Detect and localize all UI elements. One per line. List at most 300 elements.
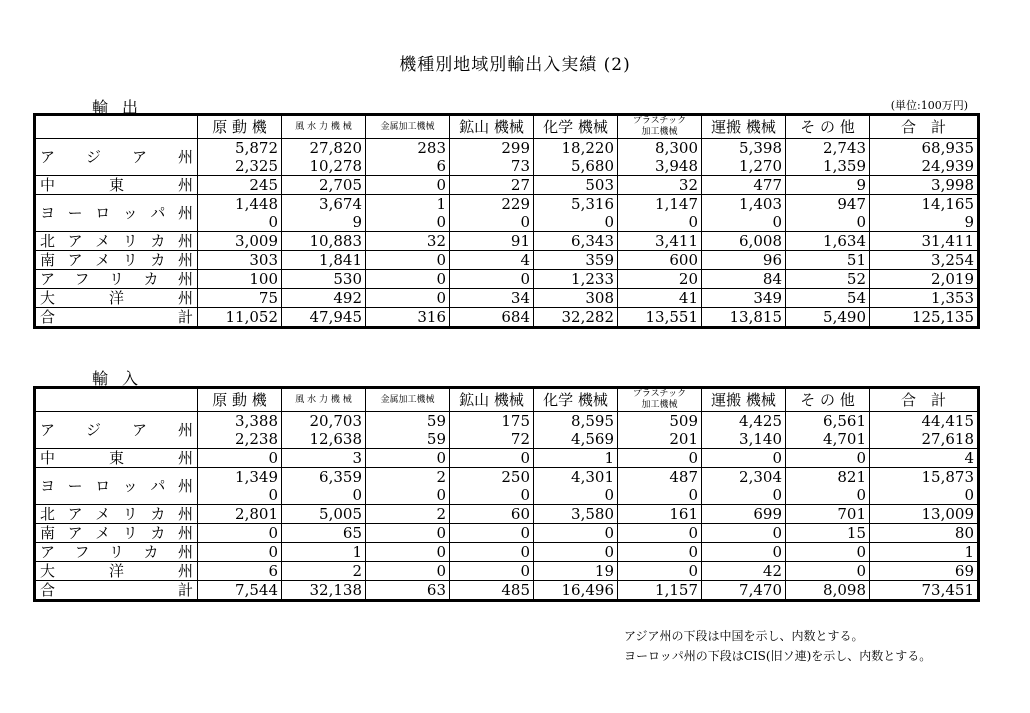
- value-lower: 0: [520, 213, 530, 231]
- value-lower: 0: [604, 486, 614, 504]
- value-lower: 3,948: [655, 157, 698, 175]
- value-cell: 13,009: [870, 505, 979, 524]
- value-cell: 96: [702, 251, 786, 270]
- region-label-char: カ: [143, 270, 159, 288]
- value-cell: [198, 139, 282, 176]
- region-label: [35, 524, 198, 543]
- value-cell: 1,841: [282, 251, 366, 270]
- region-label-char: ア: [67, 505, 83, 523]
- value-lower: 0: [772, 486, 782, 504]
- value-cell: 6,343: [534, 232, 618, 251]
- region-label-char: ー: [67, 204, 83, 222]
- value-lower: 0: [964, 486, 974, 504]
- value-lower: 72: [510, 430, 530, 448]
- region-label-char: ッ: [122, 477, 138, 495]
- region-label-char: メ: [95, 505, 111, 523]
- value-lower: 0: [688, 213, 698, 231]
- region-label-char: 州: [177, 270, 193, 288]
- region-row-africa: [35, 543, 979, 562]
- value-upper: 5,398: [739, 139, 782, 157]
- region-label: [35, 195, 198, 232]
- value-cell: 4: [450, 251, 534, 270]
- value-cell: 32,282: [534, 308, 618, 328]
- value-cell: 0: [366, 289, 450, 308]
- value-upper: 3,674: [319, 195, 362, 213]
- region-label-char: 州: [177, 148, 193, 166]
- value-cell: 5,490: [786, 308, 870, 328]
- value-upper: 2,743: [823, 139, 866, 157]
- col-header-c5: 化学 機械: [534, 115, 618, 139]
- region-label-char: ロ: [95, 477, 111, 495]
- value-cell: 0: [366, 176, 450, 195]
- value-upper: 1,147: [655, 195, 698, 213]
- value-cell: 0: [366, 449, 450, 468]
- value-cell: 0: [786, 449, 870, 468]
- value-cell: [450, 412, 534, 449]
- region-row-namerica: [35, 232, 979, 251]
- value-upper: 6,561: [823, 412, 866, 430]
- value-upper: 59: [426, 412, 446, 430]
- footnote-asia: アジア州の下段は中国を示し、内数とする。: [624, 629, 864, 643]
- value-cell: 27: [450, 176, 534, 195]
- value-cell: 308: [534, 289, 618, 308]
- value-cell: 34: [450, 289, 534, 308]
- value-cell: 32,138: [282, 581, 366, 601]
- value-cell: 2: [282, 562, 366, 581]
- value-cell: 530: [282, 270, 366, 289]
- value-cell: 1,634: [786, 232, 870, 251]
- value-cell: 0: [534, 524, 618, 543]
- value-upper: 821: [837, 468, 866, 486]
- value-cell: 245: [198, 176, 282, 195]
- value-lower: 6: [436, 157, 446, 175]
- header-row: [35, 388, 979, 412]
- value-cell: 31,411: [870, 232, 979, 251]
- value-lower: 0: [604, 213, 614, 231]
- value-upper: 27,820: [309, 139, 362, 157]
- value-upper: 20,703: [309, 412, 362, 430]
- value-cell: 4: [870, 449, 979, 468]
- value-cell: 13,815: [702, 308, 786, 328]
- value-cell: 485: [450, 581, 534, 601]
- value-cell: 0: [450, 270, 534, 289]
- value-cell: [618, 412, 702, 449]
- region-label-char: リ: [122, 524, 138, 542]
- col-header-plastic-line1: プラスチック: [632, 116, 687, 126]
- value-cell: 3,580: [534, 505, 618, 524]
- value-cell: 125,135: [870, 308, 979, 328]
- col-header-plastic-line2: 加工機械: [641, 127, 678, 137]
- region-label: [35, 449, 198, 468]
- region-label-char: 大: [40, 562, 56, 580]
- region-label-char: メ: [95, 524, 111, 542]
- value-cell: 75: [198, 289, 282, 308]
- value-cell: [702, 412, 786, 449]
- value-cell: 19: [534, 562, 618, 581]
- region-row-oceania: [35, 289, 979, 308]
- region-label-char: 東: [108, 176, 124, 194]
- value-upper: 68,935: [921, 139, 974, 157]
- region-label-char: 北: [40, 232, 56, 250]
- value-cell: [618, 139, 702, 176]
- value-lower: 2,238: [235, 430, 278, 448]
- value-cell: 349: [702, 289, 786, 308]
- value-upper: 4,301: [571, 468, 614, 486]
- value-upper: 947: [837, 195, 866, 213]
- region-label-char: 州: [177, 251, 193, 269]
- value-cell: 161: [618, 505, 702, 524]
- value-upper: 487: [669, 468, 698, 486]
- header-corner: [35, 388, 198, 412]
- value-upper: 250: [501, 468, 530, 486]
- region-label-char: 州: [177, 505, 193, 523]
- value-cell: 15: [786, 524, 870, 543]
- value-cell: [450, 468, 534, 505]
- footnotes: [624, 626, 931, 666]
- region-label-char: 計: [177, 308, 193, 326]
- region-label: [35, 543, 198, 562]
- value-cell: 0: [618, 543, 702, 562]
- region-label-char: カ: [150, 251, 166, 269]
- header-row: [35, 115, 979, 139]
- value-lower: 0: [772, 213, 782, 231]
- value-upper: 18,220: [561, 139, 614, 157]
- value-upper: 1,448: [235, 195, 278, 213]
- region-label-char: リ: [108, 270, 124, 288]
- value-cell: 0: [366, 524, 450, 543]
- region-label: [35, 505, 198, 524]
- region-label-char: メ: [95, 251, 111, 269]
- value-cell: 699: [702, 505, 786, 524]
- value-cell: 0: [198, 543, 282, 562]
- value-cell: 0: [702, 449, 786, 468]
- region-label-char: 大: [40, 289, 56, 307]
- col-header-c1: 原 動 機: [198, 388, 282, 412]
- value-cell: 600: [618, 251, 702, 270]
- value-cell: [870, 139, 979, 176]
- value-upper: 283: [417, 139, 446, 157]
- value-lower: 1,270: [739, 157, 782, 175]
- region-row-total: [35, 581, 979, 601]
- value-cell: 69: [870, 562, 979, 581]
- region-label-char: ジ: [85, 148, 101, 166]
- region-label-char: ア: [131, 421, 147, 439]
- value-cell: 0: [366, 270, 450, 289]
- col-header-plastic-line1: プラスチック: [632, 389, 687, 399]
- value-cell: 0: [702, 543, 786, 562]
- value-upper: 3,388: [235, 412, 278, 430]
- region-label-char: 洋: [108, 289, 124, 307]
- value-cell: 5,005: [282, 505, 366, 524]
- region-label-char: 合: [40, 308, 56, 326]
- col-header-c3: 金属加工機械: [366, 115, 450, 139]
- value-lower: 0: [352, 486, 362, 504]
- value-upper: 6,359: [319, 468, 362, 486]
- region-label-char: ッ: [122, 204, 138, 222]
- value-lower: 5,680: [571, 157, 614, 175]
- region-row-asia: [35, 139, 979, 176]
- import-section-label: 輸入: [92, 369, 153, 388]
- value-cell: 13,551: [618, 308, 702, 328]
- region-label-char: 州: [177, 289, 193, 307]
- value-cell: [786, 139, 870, 176]
- value-cell: [534, 195, 618, 232]
- value-cell: [870, 195, 979, 232]
- header-corner: [35, 115, 198, 139]
- region-label-char: ア: [40, 543, 56, 561]
- col-header-c9: 合 計: [870, 388, 979, 412]
- value-upper: 509: [669, 412, 698, 430]
- region-label-char: パ: [150, 204, 166, 222]
- import-table: [33, 386, 980, 602]
- value-upper: 5,316: [571, 195, 614, 213]
- region-label-char: 州: [177, 543, 193, 561]
- region-label-char: 州: [177, 524, 193, 542]
- value-cell: 32: [618, 176, 702, 195]
- region-label: [35, 139, 198, 176]
- col-header-plastic: [618, 388, 702, 412]
- value-upper: 175: [501, 412, 530, 430]
- value-cell: [618, 468, 702, 505]
- col-header-plastic: [618, 115, 702, 139]
- value-cell: [702, 468, 786, 505]
- value-cell: 2,019: [870, 270, 979, 289]
- value-upper: 4,425: [739, 412, 782, 430]
- region-row-namerica: [35, 505, 979, 524]
- value-lower: 12,638: [309, 430, 362, 448]
- value-lower: 73: [510, 157, 530, 175]
- value-cell: [702, 195, 786, 232]
- region-label-char: リ: [108, 543, 124, 561]
- region-label-char: ヨ: [40, 477, 56, 495]
- value-cell: 684: [450, 308, 534, 328]
- value-upper: 8,300: [655, 139, 698, 157]
- region-label-char: メ: [95, 232, 111, 250]
- value-cell: 0: [618, 449, 702, 468]
- value-cell: [870, 412, 979, 449]
- value-lower: 27,618: [921, 430, 974, 448]
- export-table: [33, 113, 980, 329]
- value-cell: 2,705: [282, 176, 366, 195]
- region-label-char: ロ: [95, 204, 111, 222]
- region-label-char: 南: [40, 251, 56, 269]
- region-row-europe: [35, 195, 979, 232]
- value-cell: 60: [450, 505, 534, 524]
- value-cell: [534, 412, 618, 449]
- value-cell: 3,254: [870, 251, 979, 270]
- col-header-c4: 鉱山 機械: [450, 115, 534, 139]
- col-header-c8: そ の 他: [786, 388, 870, 412]
- value-lower: 0: [268, 213, 278, 231]
- value-lower: 4,701: [823, 430, 866, 448]
- region-label: [35, 308, 198, 328]
- value-cell: [366, 195, 450, 232]
- region-label-char: 中: [40, 176, 56, 194]
- value-cell: 47,945: [282, 308, 366, 328]
- value-cell: 100: [198, 270, 282, 289]
- region-label-char: ア: [67, 251, 83, 269]
- value-cell: 303: [198, 251, 282, 270]
- region-label: [35, 232, 198, 251]
- value-cell: 0: [366, 543, 450, 562]
- value-cell: 52: [786, 270, 870, 289]
- value-cell: 0: [450, 562, 534, 581]
- value-cell: 701: [786, 505, 870, 524]
- region-row-mideast: [35, 176, 979, 195]
- value-cell: 63: [366, 581, 450, 601]
- value-cell: [198, 195, 282, 232]
- region-label: [35, 176, 198, 195]
- value-cell: [450, 139, 534, 176]
- region-label-char: ジ: [85, 421, 101, 439]
- value-cell: [450, 195, 534, 232]
- value-lower: 0: [856, 486, 866, 504]
- region-row-samerica: [35, 251, 979, 270]
- value-cell: 91: [450, 232, 534, 251]
- value-lower: 201: [669, 430, 698, 448]
- value-cell: 41: [618, 289, 702, 308]
- region-label: [35, 468, 198, 505]
- region-label-char: パ: [150, 477, 166, 495]
- value-upper: 1: [436, 195, 446, 213]
- value-cell: [366, 468, 450, 505]
- value-cell: [870, 468, 979, 505]
- col-header-c3: 金属加工機械: [366, 388, 450, 412]
- value-cell: [618, 195, 702, 232]
- value-cell: 51: [786, 251, 870, 270]
- col-header-c1: 原 動 機: [198, 115, 282, 139]
- value-lower: 59: [426, 430, 446, 448]
- value-cell: [198, 468, 282, 505]
- region-label-char: 州: [177, 477, 193, 495]
- value-cell: 11,052: [198, 308, 282, 328]
- value-cell: 54: [786, 289, 870, 308]
- value-cell: 0: [198, 449, 282, 468]
- region-label-char: 合: [40, 581, 56, 599]
- value-cell: [534, 139, 618, 176]
- value-cell: 20: [618, 270, 702, 289]
- value-cell: [282, 468, 366, 505]
- region-label: [35, 412, 198, 449]
- region-row-total: [35, 308, 979, 328]
- value-lower: 0: [520, 486, 530, 504]
- value-cell: 492: [282, 289, 366, 308]
- region-label-char: 洋: [108, 562, 124, 580]
- value-cell: [198, 412, 282, 449]
- col-header-c2: 風 水 力 機 械: [282, 388, 366, 412]
- value-cell: 1: [282, 543, 366, 562]
- region-label: [35, 289, 198, 308]
- value-cell: 3,009: [198, 232, 282, 251]
- value-cell: [282, 195, 366, 232]
- region-label-char: リ: [122, 251, 138, 269]
- region-label-char: リ: [122, 232, 138, 250]
- value-cell: 65: [282, 524, 366, 543]
- value-cell: 477: [702, 176, 786, 195]
- region-label-char: カ: [150, 524, 166, 542]
- value-cell: [702, 139, 786, 176]
- region-label-char: ヨ: [40, 204, 56, 222]
- value-upper: 44,415: [921, 412, 974, 430]
- value-cell: [366, 412, 450, 449]
- region-label-char: 東: [108, 449, 124, 467]
- value-cell: 0: [366, 251, 450, 270]
- value-upper: 1,403: [739, 195, 782, 213]
- col-header-c4: 鉱山 機械: [450, 388, 534, 412]
- region-label: [35, 581, 198, 601]
- value-cell: 3,411: [618, 232, 702, 251]
- region-label-char: ア: [40, 270, 56, 288]
- value-cell: [786, 468, 870, 505]
- region-label-char: ア: [40, 148, 56, 166]
- value-cell: 73,451: [870, 581, 979, 601]
- value-lower: 0: [688, 486, 698, 504]
- value-upper: 15,873: [921, 468, 974, 486]
- region-label-char: 州: [177, 232, 193, 250]
- region-label-char: リ: [122, 505, 138, 523]
- value-cell: 6,008: [702, 232, 786, 251]
- value-cell: [786, 195, 870, 232]
- region-label-char: 州: [177, 562, 193, 580]
- footnote-europe: ヨーロッパ州の下段はCIS(旧ソ連)を示し、内数とする。: [624, 649, 932, 663]
- region-label-char: フ: [74, 543, 90, 561]
- col-header-c9: 合 計: [870, 115, 979, 139]
- region-label-char: 州: [177, 449, 193, 467]
- region-label-char: 州: [177, 176, 193, 194]
- region-label: [35, 251, 198, 270]
- value-cell: 1: [534, 449, 618, 468]
- region-row-mideast: [35, 449, 979, 468]
- value-lower: 1,359: [823, 157, 866, 175]
- value-cell: 0: [450, 449, 534, 468]
- value-cell: 10,883: [282, 232, 366, 251]
- region-label-char: ア: [67, 232, 83, 250]
- region-label-char: ア: [67, 524, 83, 542]
- value-upper: 8,595: [571, 412, 614, 430]
- value-cell: 1,233: [534, 270, 618, 289]
- value-lower: 3,140: [739, 430, 782, 448]
- region-label-char: ア: [131, 148, 147, 166]
- region-label-char: 州: [177, 421, 193, 439]
- value-lower: 9: [964, 213, 974, 231]
- value-lower: 0: [268, 486, 278, 504]
- unit-label: (単位:100万円): [890, 99, 968, 112]
- col-header-c7: 運搬 機械: [702, 115, 786, 139]
- region-row-samerica: [35, 524, 979, 543]
- value-cell: 2,801: [198, 505, 282, 524]
- col-header-c2: 風 水 力 機 械: [282, 115, 366, 139]
- region-label-char: ー: [67, 477, 83, 495]
- value-cell: 7,544: [198, 581, 282, 601]
- region-label: [35, 562, 198, 581]
- value-cell: 0: [450, 524, 534, 543]
- region-label-char: 計: [177, 581, 193, 599]
- value-lower: 0: [436, 486, 446, 504]
- region-label-char: 南: [40, 524, 56, 542]
- value-cell: 0: [534, 543, 618, 562]
- value-cell: 0: [198, 524, 282, 543]
- region-label-char: 北: [40, 505, 56, 523]
- region-label-char: ア: [40, 421, 56, 439]
- value-cell: 32: [366, 232, 450, 251]
- value-cell: 42: [702, 562, 786, 581]
- value-lower: 10,278: [309, 157, 362, 175]
- value-cell: 0: [450, 543, 534, 562]
- value-lower: 0: [436, 213, 446, 231]
- value-upper: 14,165: [921, 195, 974, 213]
- region-row-asia: [35, 412, 979, 449]
- col-header-c7: 運搬 機械: [702, 388, 786, 412]
